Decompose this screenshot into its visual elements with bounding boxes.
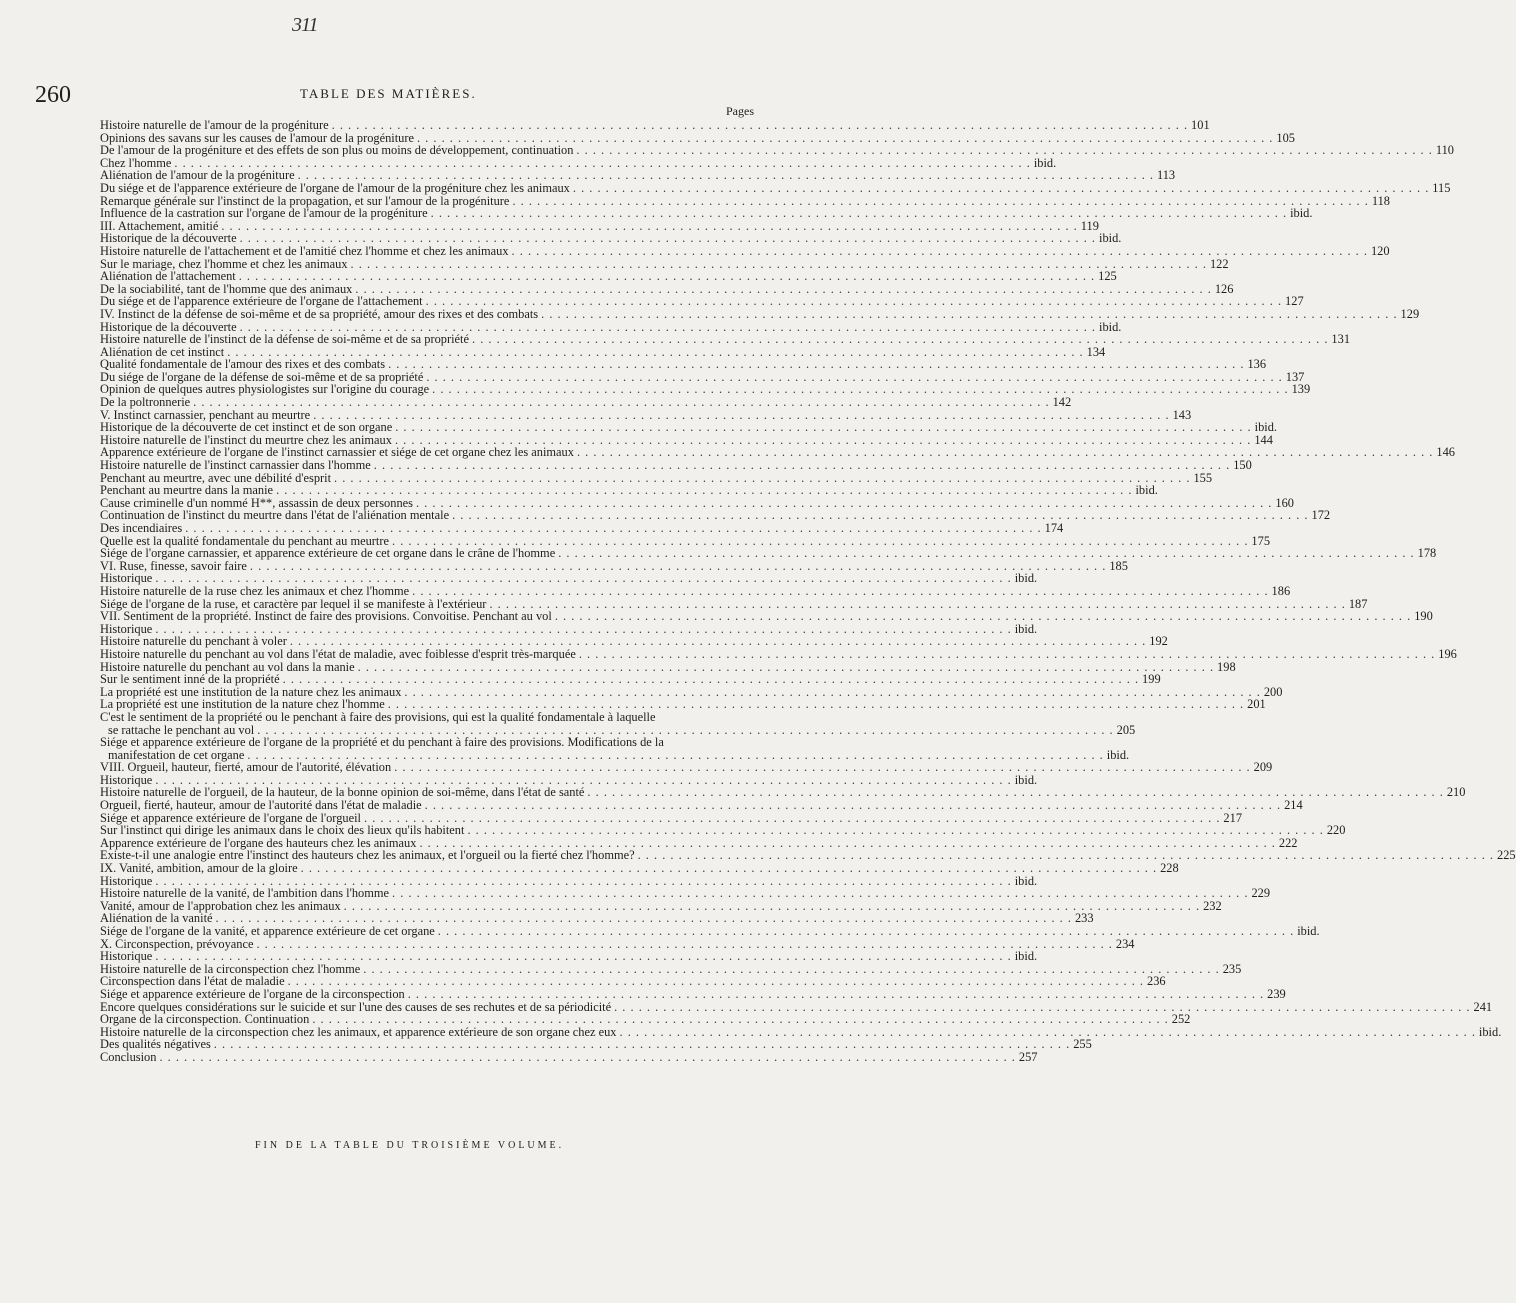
toc-entry-page: 101 — [1191, 118, 1210, 132]
toc-entry-title: Organe de la circonspection. Continuation — [100, 1012, 310, 1027]
end-of-table-note: FIN DE LA TABLE DU TROISIÈME VOLUME. — [255, 1140, 565, 1151]
toc-entry-title: Aliénation de l'attachement — [100, 269, 236, 284]
toc-entry-page: 214 — [1284, 798, 1303, 813]
toc-entry-page: ibid. — [1254, 420, 1278, 435]
toc-entry-page: 131 — [1331, 332, 1351, 347]
toc-entry — [100, 306, 1420, 321]
toc-entry-page: ibid. — [1014, 772, 1038, 787]
pages-column-label: Pages — [726, 104, 754, 118]
toc-entry-title: Histoire naturelle de la ruse chez les animaux et chez l'homme — [100, 583, 410, 598]
dot-leader — [239, 270, 1095, 283]
toc-entry-title: Chez l'homme — [100, 155, 172, 170]
toc-entry — [100, 206, 1313, 221]
toc-entry-page: 110 — [1435, 143, 1454, 158]
toc-entry — [100, 269, 1117, 284]
toc-entry-title: Histoire naturelle de l'instinct carnassier dans l'homme — [100, 458, 371, 473]
toc-entry-title: Du siége et de l'apparence extérieure de l'organe de l'attachement — [100, 294, 423, 309]
dot-leader — [394, 761, 1250, 774]
toc-entry-title: Influence de la castration sur l'organe de l'amour de la progéniture — [100, 206, 428, 221]
toc-entry-title: V. Instinct carnassier, penchant au meurtre — [100, 407, 311, 422]
toc-entry-title: Sur l'instinct qui dirige les animaux dans le choix des lieux qu'ils habitent — [100, 823, 465, 838]
toc-entry-title: Apparence extérieure de l'organe de l'instinct carnassier et siége de cet organe chez les animaux — [100, 445, 574, 460]
toc-entry-page: 201 — [1247, 697, 1266, 712]
toc-entry — [100, 798, 1303, 813]
toc-entry-page: 228 — [1160, 861, 1179, 876]
dot-leader — [541, 308, 1397, 321]
toc-entry-title: Histoire naturelle de la circonspection chez les animaux, et apparence extérieure de son organe chez eux — [100, 1024, 617, 1039]
toc-entry-page: ibid. — [1014, 949, 1038, 964]
toc-entry-page: 186 — [1271, 583, 1291, 598]
toc-entry-page: 199 — [1142, 672, 1161, 687]
toc-entry-title: De la sociabilité, tant de l'homme que des animaux — [100, 281, 353, 296]
toc-entry-page: 200 — [1263, 684, 1283, 699]
toc-entry-page: 172 — [1311, 508, 1331, 523]
toc-entry-page: 134 — [1086, 344, 1106, 359]
toc-entry-title: Historique — [100, 571, 153, 586]
toc-entry-title: Opinions des savans sur les causes de l'amour de la progéniture — [100, 130, 414, 145]
toc-entry-page: ibid. — [1099, 319, 1122, 334]
toc-entry-title: Qualité fondamentale de l'amour des rixes et des combats — [100, 357, 386, 372]
toc-entry — [100, 332, 1351, 347]
toc-entry-page: 257 — [1018, 1049, 1038, 1064]
toc-entry-page: 126 — [1214, 281, 1234, 296]
toc-entry-title: Siége de l'organe carnassier, et apparence extérieure de cet organe dans le crâne de l'homme — [100, 546, 556, 561]
toc-entry — [100, 180, 1451, 195]
toc-entry-title: Sur le sentiment inné de la propriété — [100, 672, 280, 687]
toc-entry — [100, 646, 1457, 661]
toc-entry-title: Historique — [100, 621, 153, 636]
toc-entry-page: 178 — [1417, 546, 1437, 561]
toc-entry-title: La propriété est une institution de la nature chez l'homme — [100, 697, 385, 712]
toc-entry-page: 232 — [1203, 898, 1222, 913]
toc-entry — [100, 1012, 1191, 1027]
toc-entry-title: X. Circonspection, prévoyance — [100, 936, 254, 951]
toc-entry-page: ibid. — [1478, 1024, 1502, 1039]
toc-entry-page: 209 — [1253, 760, 1273, 775]
toc-entry-page: ibid. — [1135, 483, 1158, 498]
toc-entry-title: Opinion de quelques autres physiologistes sur l'origine du courage — [100, 382, 430, 397]
toc-entry — [100, 546, 1437, 561]
toc-entry-page: 125 — [1098, 269, 1117, 284]
toc-entry-page: ibid. — [1297, 924, 1320, 938]
toc-entry-title: Siége et apparence extérieure de l'organe de l'orgueil — [100, 810, 361, 825]
toc-entry-page: 198 — [1217, 659, 1236, 674]
toc-entry — [100, 521, 1064, 535]
toc-entry-page: 174 — [1044, 521, 1064, 535]
toc-entry-page: 150 — [1233, 458, 1252, 473]
toc-entry-title: IV. Instinct de la défense de soi-même et de sa propriété, amour des rixes et des combats — [100, 306, 539, 321]
toc-entry-title: Histoire naturelle du penchant au vol dans l'état de maladie, avec foiblesse d'esprit très-marquée — [100, 646, 576, 661]
toc-entry-title: Sur le mariage, chez l'homme et chez les animaux — [100, 256, 348, 271]
toc-entry-title: Histoire naturelle de l'instinct du meurtre chez les animaux — [100, 432, 392, 447]
dot-leader — [374, 459, 1230, 472]
toc-entry-page: ibid. — [1099, 231, 1122, 246]
toc-entry-page: 143 — [1172, 407, 1192, 422]
toc-entry-page: 210 — [1446, 785, 1466, 800]
toc-entry-page: 229 — [1251, 886, 1271, 901]
toc-entry-page: ibid. — [1014, 571, 1038, 586]
dot-leader — [185, 522, 1041, 535]
toc-entry-page: 255 — [1073, 1037, 1092, 1052]
toc-entry-page: 175 — [1251, 533, 1271, 548]
toc-entry — [100, 458, 1252, 473]
toc-entry-title: Histoire naturelle de l'attachement et de l'amitié chez l'homme et chez les animaux — [100, 243, 509, 258]
toc-entry-title: Cause criminelle d'un nommé H**, assassin de deux personnes — [100, 495, 413, 510]
toc-entry-title: Du siége de l'organe de la défense de soi-même et de sa propriété — [100, 369, 424, 384]
toc-entry-page: 241 — [1473, 999, 1493, 1014]
dot-leader — [558, 547, 1414, 560]
dot-leader — [395, 421, 1251, 434]
toc-entry-title: Siége de l'organe de la ruse, et caractère par lequel il se manifeste à l'extérieur — [100, 596, 487, 611]
toc-entry-title: Conclusion — [100, 1049, 157, 1064]
dot-leader — [555, 610, 1411, 623]
toc-entry-page: 129 — [1400, 306, 1420, 321]
toc-entry-page: 234 — [1115, 936, 1135, 951]
toc-entry-page: 142 — [1052, 395, 1072, 410]
toc-entry-title: Historique de la découverte de cet instinct et de son organe — [100, 420, 393, 435]
dot-leader — [159, 1051, 1015, 1064]
toc-entry-page: 252 — [1171, 1012, 1191, 1027]
toc-entry-page: 127 — [1285, 294, 1304, 309]
toc-entry-page: 120 — [1370, 243, 1390, 258]
toc-entry-title: Histoire naturelle du penchant au vol dans la manie — [100, 659, 355, 674]
toc-entry-title: Circonspection dans l'état de maladie — [100, 974, 285, 989]
running-head: TABLE DES MATIÈRES. — [300, 86, 477, 101]
toc-entry-title: Siége et apparence extérieure de l'organe de la circonspection — [100, 986, 405, 1001]
toc-entry-title-continued: se rattache le penchant au vol — [108, 722, 255, 737]
toc-entry-page: 205 — [1116, 722, 1136, 737]
toc-entry — [100, 118, 1210, 132]
toc-entry-page: 190 — [1414, 609, 1433, 624]
page-number: 260 — [35, 82, 71, 108]
toc-entry-title: Des qualités négatives — [100, 1037, 211, 1052]
dot-leader — [193, 396, 1049, 409]
toc-entry-title: De l'amour de la progéniture et des effets de son plus ou moins de développement, continuation — [100, 143, 574, 158]
toc-entry-page: ibid. — [1014, 621, 1038, 636]
dot-leader — [425, 799, 1281, 812]
toc-entry-title: Historique — [100, 772, 153, 787]
dot-leader — [576, 144, 1432, 157]
toc-entry-page: 236 — [1147, 974, 1166, 989]
dot-leader — [155, 950, 1011, 963]
toc-entry-title: Histoire naturelle de la circonspection chez l'homme — [100, 961, 361, 976]
toc-entry — [100, 357, 1267, 372]
toc-entry-title: VII. Sentiment de la propriété. Instinct de faire des provisions. Convoitise. Penchant au vol — [100, 609, 552, 624]
toc-entry-title: Orgueil, fierté, hauteur, amour de l'autorité dans l'état de maladie — [100, 798, 422, 813]
toc-entry-page: ibid. — [1014, 873, 1038, 888]
toc-entry-page: ibid. — [1106, 747, 1130, 762]
toc-entry-title: Penchant au meurtre dans la manie — [100, 483, 274, 498]
toc-entry-title: VI. Ruse, finesse, savoir faire — [100, 558, 247, 573]
toc-entry-title: La propriété est une institution de la nature chez les animaux — [100, 684, 402, 699]
dot-leader — [472, 333, 1328, 346]
toc-entry — [100, 709, 1136, 737]
table-of-contents — [100, 118, 1516, 1064]
toc-entry-title: Historique de la découverte — [100, 231, 237, 246]
toc-entry-page: 122 — [1209, 256, 1229, 271]
toc-entry — [100, 609, 1433, 624]
toc-entry-title: VIII. Orgueil, hauteur, fierté, amour de l'autorité, élévation — [100, 760, 392, 775]
toc-entry-title: Siége de l'organe de la vanité, et apparence extérieure de cet organe — [100, 924, 435, 938]
toc-entry — [100, 861, 1179, 876]
toc-entry-title: Penchant au meurtre, avec une débilité d'esprit — [100, 470, 332, 485]
toc-entry-page: 185 — [1109, 558, 1128, 573]
toc-entry — [100, 395, 1072, 410]
toc-entry-title: Aliénation de cet instinct — [100, 344, 225, 359]
handwritten-mark: 311 — [292, 14, 318, 36]
toc-entry — [100, 949, 1038, 964]
toc-entry-page: 146 — [1436, 445, 1455, 460]
toc-entry-page: ibid. — [1033, 155, 1057, 170]
toc-entry-page: 235 — [1222, 961, 1242, 976]
toc-entry-page: 155 — [1193, 470, 1213, 485]
toc-entry-page: 225 — [1497, 848, 1516, 863]
toc-entry-page: 222 — [1278, 835, 1298, 850]
toc-entry-page: 220 — [1326, 823, 1346, 838]
toc-entry-title: Vanité, amour de l'approbation chez les animaux — [100, 898, 341, 913]
toc-entry-title: Histoire naturelle de l'orgueil, de la hauteur, de la bonne opinion de soi-même, dans l'état de santé — [100, 785, 585, 800]
toc-entry — [100, 420, 1278, 435]
toc-entry-page: 119 — [1080, 218, 1099, 233]
toc-entry — [100, 143, 1454, 158]
toc-entry-page: 139 — [1291, 382, 1311, 397]
toc-entry-page: 196 — [1438, 646, 1457, 661]
toc-entry-title: Remarque générale sur l'instinct de la propagation, et sur l'amour de la progéniture — [100, 193, 510, 208]
toc-entry-title: Continuation de l'instinct du meurtre dans l'état de l'aliénation mentale — [100, 508, 450, 523]
toc-entry-page: 233 — [1074, 911, 1094, 926]
toc-entry-title: Histoire naturelle de l'instinct de la défense de soi-même et de sa propriété — [100, 332, 469, 347]
dot-leader — [332, 119, 1188, 132]
toc-entry-page: 136 — [1247, 357, 1267, 372]
toc-entry-title: Histoire naturelle du penchant à voler — [100, 634, 287, 649]
toc-entry-page: 105 — [1276, 130, 1295, 145]
dot-leader — [392, 887, 1248, 900]
toc-entry — [100, 924, 1320, 938]
toc-entry-page: 187 — [1348, 596, 1368, 611]
dot-leader — [312, 1013, 1168, 1026]
toc-entry-page: 115 — [1432, 180, 1451, 195]
toc-entry-title: III. Attachement, amitié — [100, 218, 219, 233]
toc-entry-title: Aliénation de l'amour de la progéniture — [100, 168, 295, 183]
toc-entry — [100, 760, 1273, 775]
toc-entry-title: Des incendiaires — [100, 521, 183, 535]
dot-leader — [431, 207, 1287, 220]
toc-entry — [100, 243, 1390, 258]
toc-entry-title: De la poltronnerie — [100, 395, 191, 410]
toc-entry-title-continued: manifestation de cet organe — [108, 747, 245, 762]
dot-leader — [408, 988, 1264, 1001]
dot-leader — [467, 824, 1323, 837]
toc-entry-page: 217 — [1223, 810, 1243, 825]
dot-leader — [276, 484, 1132, 497]
toc-entry-title: C'est le sentiment de la propriété ou le penchant à faire des provisions, qui est la qualité fondamentale à laquelle — [100, 709, 656, 724]
dot-leader — [283, 673, 1139, 686]
dot-leader — [438, 925, 1294, 938]
toc-entry — [100, 1049, 1038, 1064]
dot-leader — [412, 585, 1268, 598]
toc-entry-page: 113 — [1157, 168, 1176, 183]
toc-entry-title: Encore quelques considérations sur le suicide et sur l'une des causes de ses rechutes et de sa périodicité — [100, 999, 612, 1014]
toc-entry — [100, 672, 1161, 687]
toc-entry-page: 137 — [1285, 369, 1305, 384]
toc-entry-title: Apparence extérieure de l'organe des hauteurs chez les animaux — [100, 835, 417, 850]
toc-entry-title: Quelle est la qualité fondamentale du penchant au meurtre — [100, 533, 389, 548]
toc-entry — [100, 735, 1130, 762]
toc-entry-page: 118 — [1371, 193, 1390, 208]
toc-entry-title: Historique — [100, 873, 153, 888]
dot-leader — [388, 358, 1244, 371]
dot-leader — [512, 245, 1368, 258]
toc-entry-page: 239 — [1267, 986, 1286, 1001]
toc-entry-title: Aliénation de la vanité — [100, 911, 213, 926]
toc-entry — [100, 483, 1158, 498]
toc-entry-title: Histoire naturelle de la vanité, de l'ambition dans l'homme — [100, 886, 390, 901]
toc-entry — [100, 823, 1346, 838]
toc-entry — [100, 886, 1271, 901]
toc-entry — [100, 986, 1286, 1001]
dot-leader — [301, 862, 1157, 875]
toc-entry-page: 144 — [1254, 432, 1273, 447]
toc-entry-title: Historique de la découverte — [100, 319, 237, 334]
dot-leader — [579, 648, 1435, 661]
toc-entry-page: 160 — [1275, 495, 1294, 510]
toc-entry-title: Existe-t-il une analogie entre l'instinct des hauteurs chez les animaux, et l'orgueil ou la fierté chez l'homme? — [100, 848, 635, 863]
toc-entry-title: Siége et apparence extérieure de l'organe de la propriété et du penchant à faire des provisions. Modifications de la — [100, 735, 664, 750]
dot-leader — [573, 182, 1429, 195]
toc-entry-title: Du siége et de l'apparence extérieure de l'organe de l'amour de la progéniture chez les animaux — [100, 180, 570, 195]
toc-entry-page: 192 — [1149, 634, 1168, 649]
toc-entry-page: ibid. — [1290, 206, 1313, 221]
toc-entry-title: Histoire naturelle de l'amour de la progéniture — [100, 118, 329, 132]
toc-entry-title: IX. Vanité, ambition, amour de la gloire — [100, 861, 298, 876]
toc-entry — [100, 583, 1291, 598]
toc-entry-title: Historique — [100, 949, 153, 964]
